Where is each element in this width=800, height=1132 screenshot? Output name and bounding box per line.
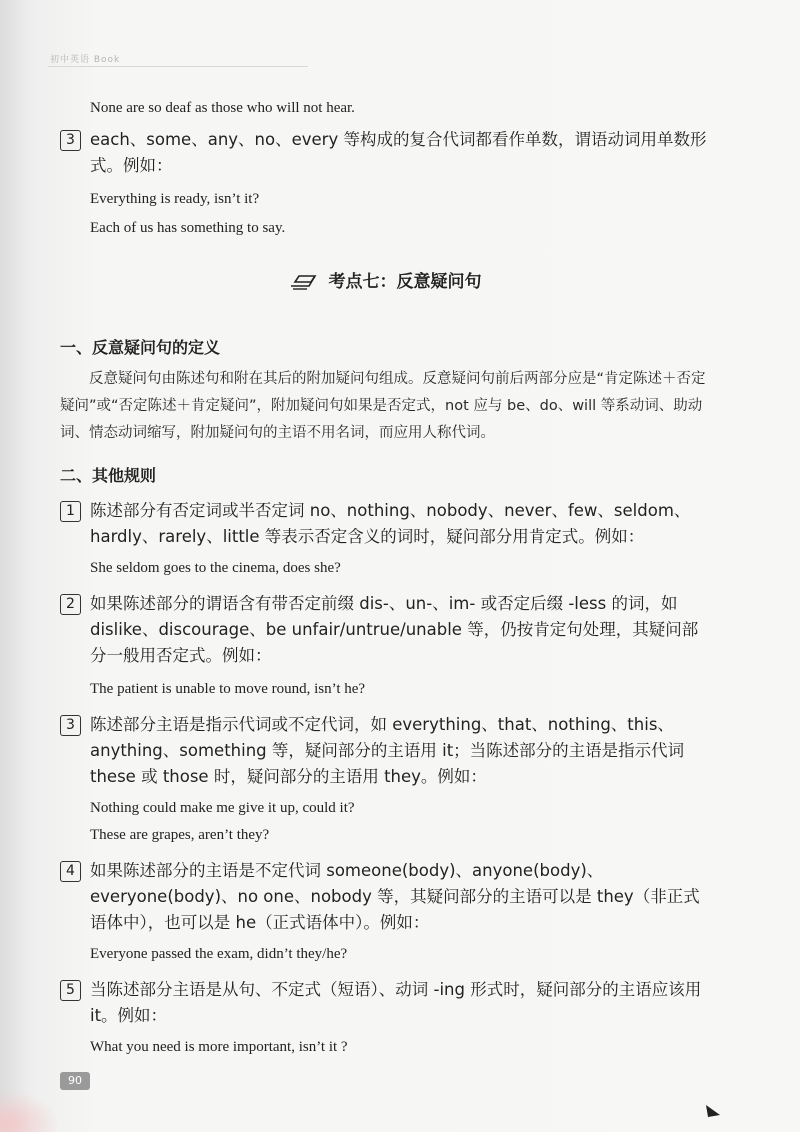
- example-sentence: Nothing could make me give it up, could it?: [90, 800, 355, 816]
- example-sentence: Everything is ready, isn’t it?: [90, 191, 260, 207]
- rule-text: 当陈述部分主语是从句、不定式（短语）、动词 -ing 形式时，疑问部分的主语应该用 it。例如：: [90, 980, 702, 1025]
- pencil-note-icon: [289, 272, 317, 295]
- page-number: 90: [60, 1072, 90, 1090]
- item-number-box: 3: [60, 715, 81, 736]
- topic-title: 考点七：反意疑问句: [328, 272, 482, 292]
- scan-stain: [0, 1090, 60, 1132]
- rule-item-3: [60, 712, 710, 790]
- header-rule: [48, 66, 308, 67]
- example-sentence: Each of us has something to say.: [90, 220, 286, 236]
- item-number-box: 1: [60, 501, 81, 522]
- rule-text: 陈述部分主语是指示代词或不定代词，如 everything、that、nothing、this、anything、something 等，疑问部分的主语用 it；当陈述部分的主语是指示代词 these 或 those 时，疑问部分的主语用 they。例如：: [90, 715, 685, 786]
- item-number-box: 3: [60, 130, 81, 151]
- rule-item-5: [60, 977, 710, 1029]
- item-number-box: 4: [60, 861, 81, 882]
- example-sentence: These are grapes, aren’t they?: [90, 827, 270, 843]
- rule-text: 陈述部分有否定词或半否定词 no、nothing、nobody、never、few、seldom、hardly、rarely、little 等表示否定含义的词时，疑问部分用肯定式。例如：: [90, 501, 691, 546]
- rule-item-2: [60, 591, 710, 669]
- running-header: 初中英语 Book: [50, 55, 121, 65]
- rule-text: 如果陈述部分的主语是不定代词 someone(body)、anyone(body)、everyone(body)、no one、nobody 等，其疑问部分的主语可以是 they（非正式语体中），也可以是 he（正式语体中）。例如：: [90, 861, 700, 932]
- example-sentence: The patient is unable to move round, isn’t he?: [90, 681, 366, 697]
- topic-heading: [60, 267, 710, 295]
- top-quote: None are so deaf as those who will not hear.: [90, 100, 355, 116]
- page-content: [60, 92, 710, 1056]
- rule-item-3-top: [60, 127, 710, 179]
- item-number-box: 5: [60, 980, 81, 1001]
- section-title-rules: 二、其他规则: [60, 466, 157, 485]
- section-title-definition: 一、反意疑问句的定义: [60, 338, 221, 357]
- rule-item-4: [60, 858, 710, 936]
- corner-triangle-icon: [706, 1102, 720, 1121]
- example-sentence: She seldom goes to the cinema, does she?: [90, 560, 341, 576]
- definition-paragraph: 反意疑问句由陈述句和附在其后的附加疑问句组成。反意疑问句前后两部分应是“肯定陈述＋否定疑问”或“否定陈述＋肯定疑问”，附加疑问句如果是否定式，not 应与 be、do、will 等系动词、助动词、情态动词缩写，附加疑问句的主语不用名词，而应用人称代词。: [60, 371, 706, 441]
- example-sentence: Everyone passed the exam, didn’t they/he?: [90, 946, 348, 962]
- rule-text: 如果陈述部分的谓语含有带否定前缀 dis-、un-、im- 或否定后缀 -less 的词，如 dislike、discourage、be unfair/untrue/unable 等，仍按肯定句处理，其疑问部分一般用否定式。例如：: [90, 594, 699, 665]
- example-sentence: What you need is more important, isn’t it ?: [90, 1039, 348, 1055]
- item-number-box: 2: [60, 594, 81, 615]
- rule-item-1: [60, 498, 710, 550]
- rule-text: each、some、any、no、every 等构成的复合代词都看作单数，谓语动词用单数形式。例如：: [90, 130, 707, 175]
